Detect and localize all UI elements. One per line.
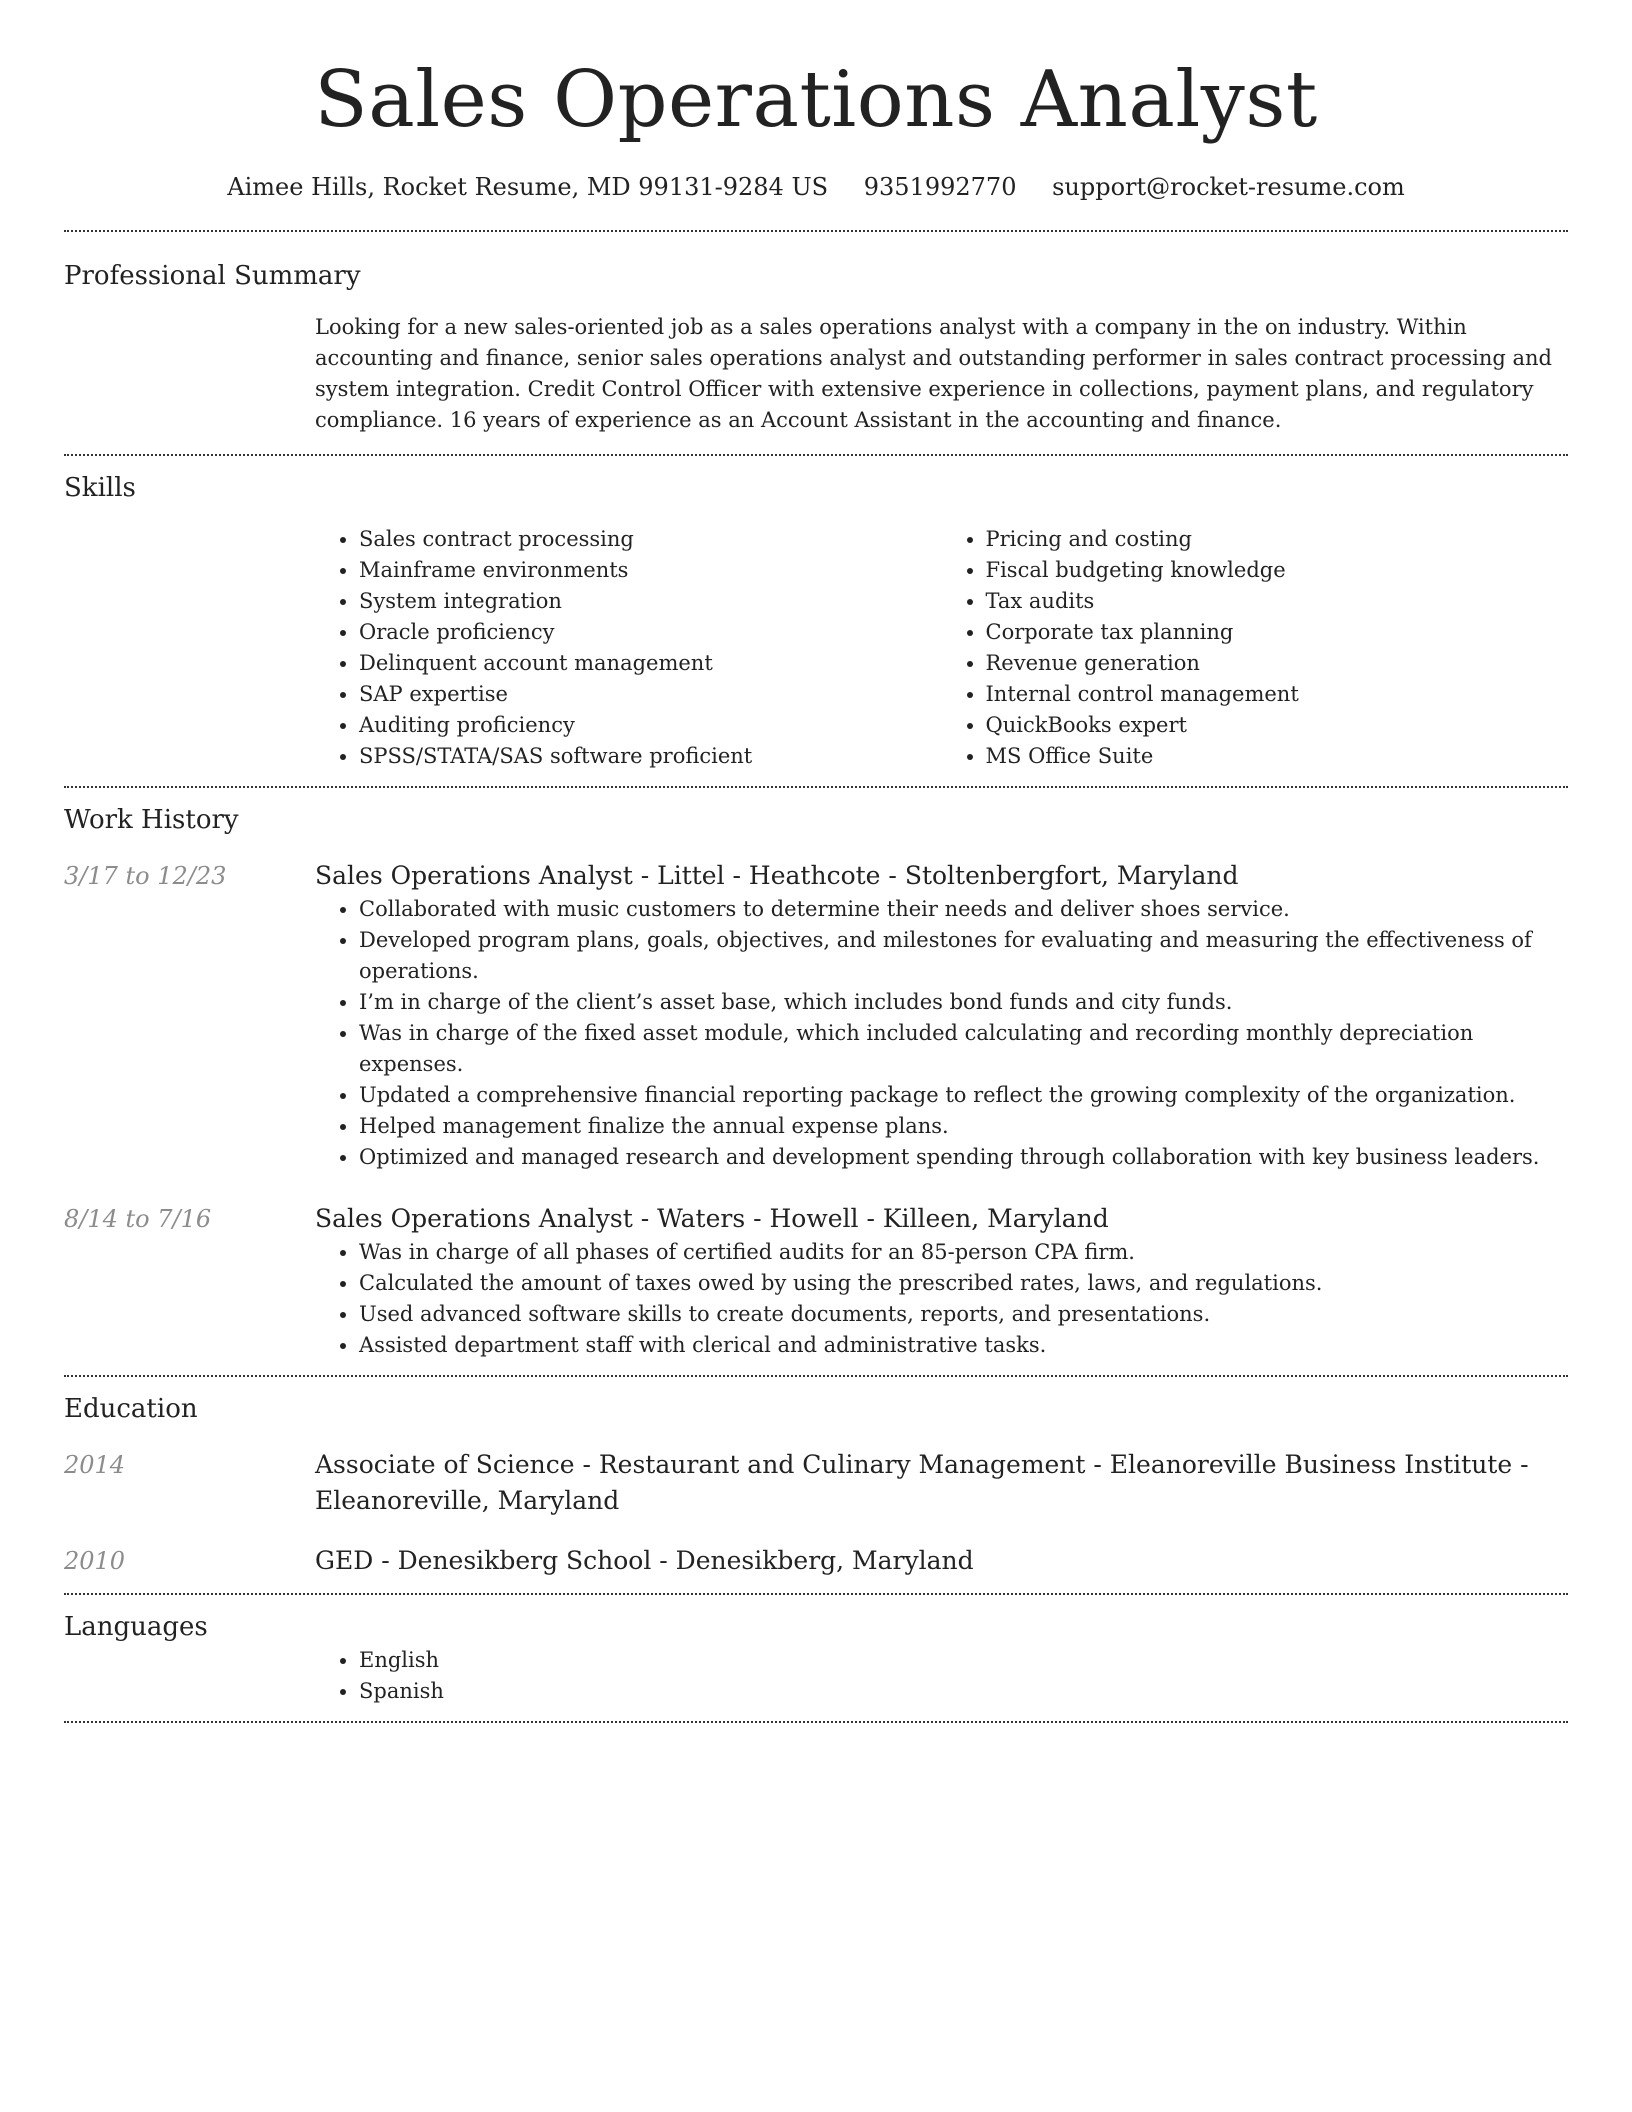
- list-item: • Corporate tax planning: [986, 617, 1569, 648]
- contact-email: support@rocket-resume.com: [1052, 173, 1405, 201]
- list-item: • SPSS/STATA/SAS software proficient: [359, 741, 942, 772]
- list-item: • Assisted department staff with clerical and administrative tasks.: [359, 1330, 1568, 1361]
- list-item: • Sales contract processing: [359, 524, 942, 555]
- list-item: • Was in charge of the fixed asset module, which included calculating and recording monthly depreciation expenses.: [359, 1018, 1568, 1080]
- list-item: • Oracle proficiency: [359, 617, 942, 648]
- job-bullets: [315, 1237, 1568, 1361]
- languages-row: [64, 1645, 1568, 1707]
- skills-row: [64, 506, 1568, 772]
- contact-phone: 9351992770: [863, 173, 1017, 201]
- divider: [64, 1721, 1568, 1723]
- section-title-skills: Skills: [64, 473, 136, 503]
- job-dates: 8/14 to 7/16: [64, 1205, 212, 1233]
- work-history-section: [64, 788, 1568, 1375]
- list-item: • Optimized and managed research and development spending through collaboration with key business leaders.: [359, 1142, 1568, 1173]
- list-item: • QuickBooks expert: [986, 710, 1569, 741]
- job-title: Sales Operations Analyst - Littel - Heathcote - Stoltenbergfort, Maryland: [315, 861, 1239, 890]
- list-item: • Revenue generation: [986, 648, 1569, 679]
- list-item: • Tax audits: [986, 586, 1569, 617]
- list-item: • Helped management finalize the annual expense plans.: [359, 1111, 1568, 1142]
- list-item: • English: [359, 1645, 1568, 1676]
- job-bullets: [315, 894, 1568, 1173]
- list-item: • Internal control management: [986, 679, 1569, 710]
- contact-address: Aimee Hills, Rocket Resume, MD 99131-9284 US: [227, 173, 829, 201]
- summary-text: Looking for a new sales-oriented job as a sales operations analyst with a company in the on industry. Within accounting and finance, senior sales operations analyst and outstanding performer in sales contract processing and system integration. Credit Control Officer with extensive experience in collections, payment plans, and regulatory compliance. 16 years of experience as an Account Assistant in the accounting and finance.: [315, 315, 1552, 432]
- list-item: • MS Office Suite: [986, 741, 1569, 772]
- job-dates: 3/17 to 12/23: [64, 862, 227, 890]
- languages-body: [315, 1645, 1568, 1707]
- job-entry: [64, 858, 1568, 1173]
- list-item: • Delinquent account management: [359, 648, 942, 679]
- summary-row: [64, 294, 1568, 440]
- list-item: • Pricing and costing: [986, 524, 1569, 555]
- education-entry: [64, 1447, 1568, 1519]
- languages-list: [315, 1645, 1568, 1707]
- list-item: • Calculated the amount of taxes owed by using the prescribed rates, laws, and regulations.: [359, 1268, 1568, 1299]
- job-title: Sales Operations Analyst - Waters - Howell - Killeen, Maryland: [315, 1204, 1109, 1233]
- summary-body: [315, 294, 1568, 440]
- list-item: • Used advanced software skills to create documents, reports, and presentations.: [359, 1299, 1568, 1330]
- list-item: • SAP expertise: [359, 679, 942, 710]
- list-item: • Was in charge of all phases of certified audits for an 85-person CPA firm.: [359, 1237, 1568, 1268]
- list-item: • Developed program plans, goals, objectives, and milestones for evaluating and measuring the effectiveness of operations.: [359, 925, 1568, 987]
- list-item: • Collaborated with music customers to determine their needs and deliver shoes service.: [359, 894, 1568, 925]
- contact-line: [64, 170, 1568, 204]
- summary-section: [64, 232, 1568, 454]
- list-item: • Fiscal budgeting knowledge: [986, 555, 1569, 586]
- education-title: GED - Denesikberg School - Denesikberg, Maryland: [315, 1546, 974, 1575]
- job-details: [315, 1201, 1568, 1361]
- languages-section: [64, 1595, 1568, 1721]
- education-year: 2014: [64, 1451, 126, 1479]
- list-item: • Spanish: [359, 1676, 1568, 1707]
- skills-list-left: [315, 524, 942, 772]
- list-item: • Auditing proficiency: [359, 710, 942, 741]
- section-title-languages: Languages: [64, 1612, 208, 1642]
- job-entry: [64, 1201, 1568, 1361]
- education-entry: [64, 1543, 1568, 1579]
- education-year: 2010: [64, 1547, 126, 1575]
- list-item: • I’m in charge of the client’s asset base, which includes bond funds and city funds.: [359, 987, 1568, 1018]
- list-item: • System integration: [359, 586, 942, 617]
- skills-section: [64, 456, 1568, 786]
- education-section: [64, 1377, 1568, 1593]
- section-title-education: Education: [64, 1394, 198, 1424]
- skills-column-right: [942, 524, 1569, 772]
- job-details: [315, 858, 1568, 1173]
- education-title: Associate of Science - Restaurant and Culinary Management - Eleanoreville Business Institute - Eleanoreville, Maryland: [315, 1450, 1529, 1515]
- list-item: • Mainframe environments: [359, 555, 942, 586]
- section-title-summary: Professional Summary: [64, 261, 361, 291]
- list-item: • Updated a comprehensive financial reporting package to reflect the growing complexity of the organization.: [359, 1080, 1568, 1111]
- skills-list-right: [942, 524, 1569, 772]
- section-title-work-history: Work History: [64, 805, 239, 835]
- skills-grid: [315, 524, 1568, 772]
- skills-column-left: [315, 524, 942, 772]
- page-title: Sales Operations Analyst: [314, 55, 1318, 145]
- resume-header: [64, 0, 1568, 204]
